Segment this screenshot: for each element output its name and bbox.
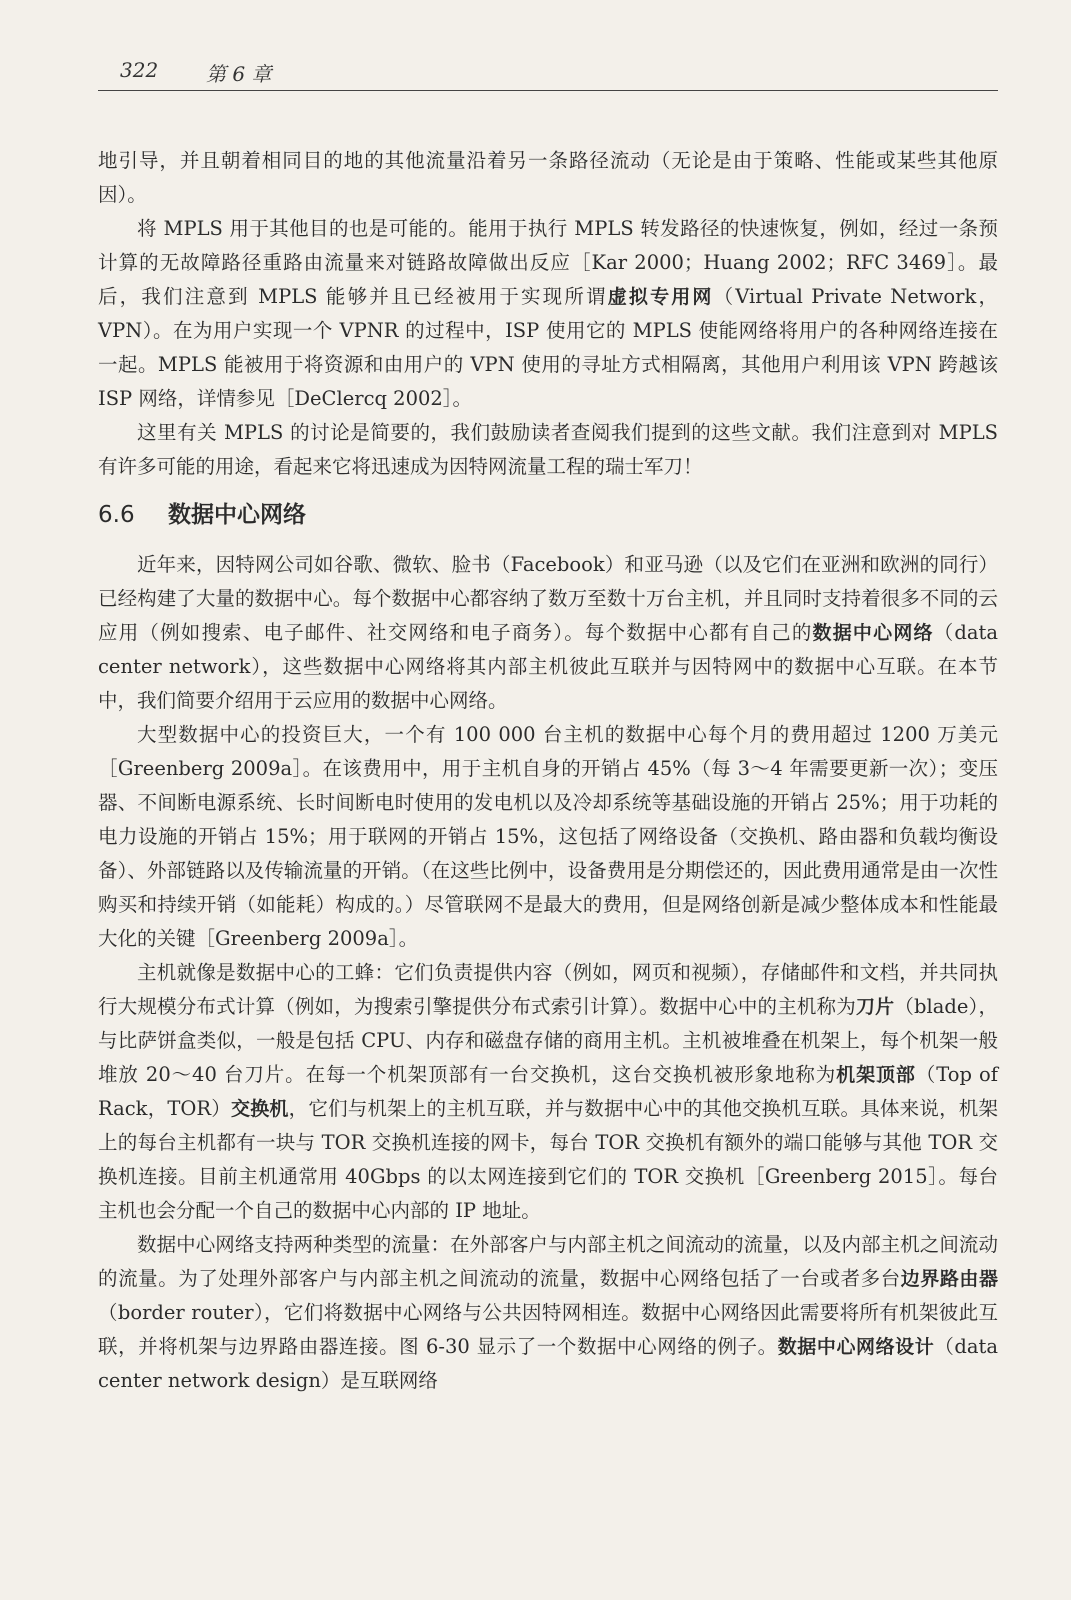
text-run: （data center network design）是互联网络 [98, 1335, 998, 1392]
paragraph-continued: 地引导，并且朝着相同目的地的其他流量沿着另一条路径流动（无论是由于策略、性能或某些其他原因）。 [98, 149, 998, 206]
text-run: （border router），它们将数据中心网络与公共因特网相连。数据中心网络因此需要将所有机架彼此互联，并将机架与边界路由器连接。图 6-30 显示了一个数据中心网络的例子。 [98, 1301, 998, 1358]
chapter-label: 第 6 章 [206, 62, 272, 86]
paragraph-traffic [98, 1228, 998, 1398]
text-run: ，它们与机架上的主机互联，并与数据中心中的其他交换机互联。具体来说，机架上的每台主机都有一块与 TOR 交换机连接的网卡，每台 TOR 交换机有额外的端口能够与其他 TOR 交换机连接。目前主机通常用 40Gbps 的以太网连接到它们的 TOR 交换机［Greenberg 2015］。每台主机也会分配一个自己的数据中心内部的 IP 地址。 [98, 1097, 998, 1222]
paragraph-intro [98, 548, 998, 718]
paragraph-hosts [98, 956, 998, 1228]
term-blade: 刀片 [855, 996, 895, 1018]
paragraph-cost: 大型数据中心的投资巨大，一个有 100 000 台主机的数据中心每个月的费用超过 1200 万美元［Greenberg 2009a］。在该费用中，用于主机自身的开销占 45%（每 3～4 年需要更新一次）；变压器、不间断电源系统、长时间断电时使用的发电机以及冷却系统等基础设施的开销占 25%；用于功耗的电力设施的开销占 15%；用于联网的开销占 15%，这包括了网络设备（交换机、路由器和负载均衡设备）、外部链路以及传输流量的开销。（在这些比例中，设备费用是分期偿还的，因此费用通常是由一次性购买和持续开销（如能耗）构成的。）尽管联网不是最大的费用，但是网络创新是减少整体成本和性能最大化的关键［Greenberg 2009a］。 [98, 723, 998, 950]
term-border-router: 边界路由器 [900, 1268, 998, 1290]
paragraph-mpls-uses [98, 212, 998, 416]
section-heading [98, 500, 998, 530]
section-title: 数据中心网络 [168, 502, 306, 528]
text-run: 将 MPLS 用于其他目的也是可能的。能用于执行 MPLS 转发路径的快速恢复，例如，经过一条预计算的无故障路径重路由流量来对链路故障做出反应［Kar 2000；Huang 2002；RFC 3469］。最后，我们注意到 MPLS 能够并且已经被用于实现所谓 [98, 217, 998, 308]
text-run: 数据中心网络支持两种类型的流量：在外部客户与内部主机之间流动的流量，以及内部主机之间流动的流量。为了处理外部客户与内部主机之间流动的流量，数据中心网络包括了一台或者多台 [98, 1233, 998, 1290]
term-top-of-rack: 机架顶部 [836, 1064, 916, 1086]
term-vpn: 虚拟专用网 [607, 286, 714, 308]
section-number: 6.6 [98, 502, 135, 528]
term-data-center-network: 数据中心网络 [812, 622, 934, 644]
running-header [98, 56, 998, 91]
page-number: 322 [120, 58, 159, 82]
term-network-design: 数据中心网络设计 [777, 1336, 935, 1358]
text-run: （Virtual Private Network，VPN）。在为用户实现一个 VPNR 的过程中，ISP 使用它的 MPLS 使能网络将用户的各种网络连接在一起。MPLS 能被用于将资源和由用户的 VPN 使用的寻址方式相隔离，其他用户利用该 VPN 跨越该 ISP 网络，详情参见［DeClercq 2002］。 [98, 285, 998, 410]
text-run: 主机就像是数据中心的工蜂：它们负责提供内容（例如，网页和视频），存储邮件和文档，并共同执行大规模分布式计算（例如，为搜索引擎提供分布式索引计算）。数据中心中的主机称为 [98, 961, 998, 1018]
term-switch: 交换机 [231, 1098, 289, 1120]
page-body [98, 144, 998, 1398]
text-run: （blade），与比萨饼盒类似，一般是包括 CPU、内存和磁盘存储的商用主机。主机被堆叠在机架上，每个机架一般堆放 20～40 台刀片。在每一个机架顶部有一台交换机，这台交换机被形象地称为 [98, 995, 998, 1086]
text-run: （data center network），这些数据中心网络将其内部主机彼此互联并与因特网中的数据中心互联。在本节中，我们简要介绍用于云应用的数据中心网络。 [98, 621, 998, 712]
text-run: 近年来，因特网公司如谷歌、微软、脸书（Facebook）和亚马逊（以及它们在亚洲和欧洲的同行）已经构建了大量的数据中心。每个数据中心都容纳了数万至数十万台主机，并且同时支持着很多不同的云应用（例如搜索、电子邮件、社交网络和电子商务）。每个数据中心都有自己的 [98, 553, 998, 644]
paragraph-mpls-summary: 这里有关 MPLS 的讨论是简要的，我们鼓励读者查阅我们提到的这些文献。我们注意到对 MPLS 有许多可能的用途，看起来它将迅速成为因特网流量工程的瑞士军刀！ [98, 421, 998, 478]
text-run: （Top of Rack，TOR） [98, 1063, 998, 1120]
